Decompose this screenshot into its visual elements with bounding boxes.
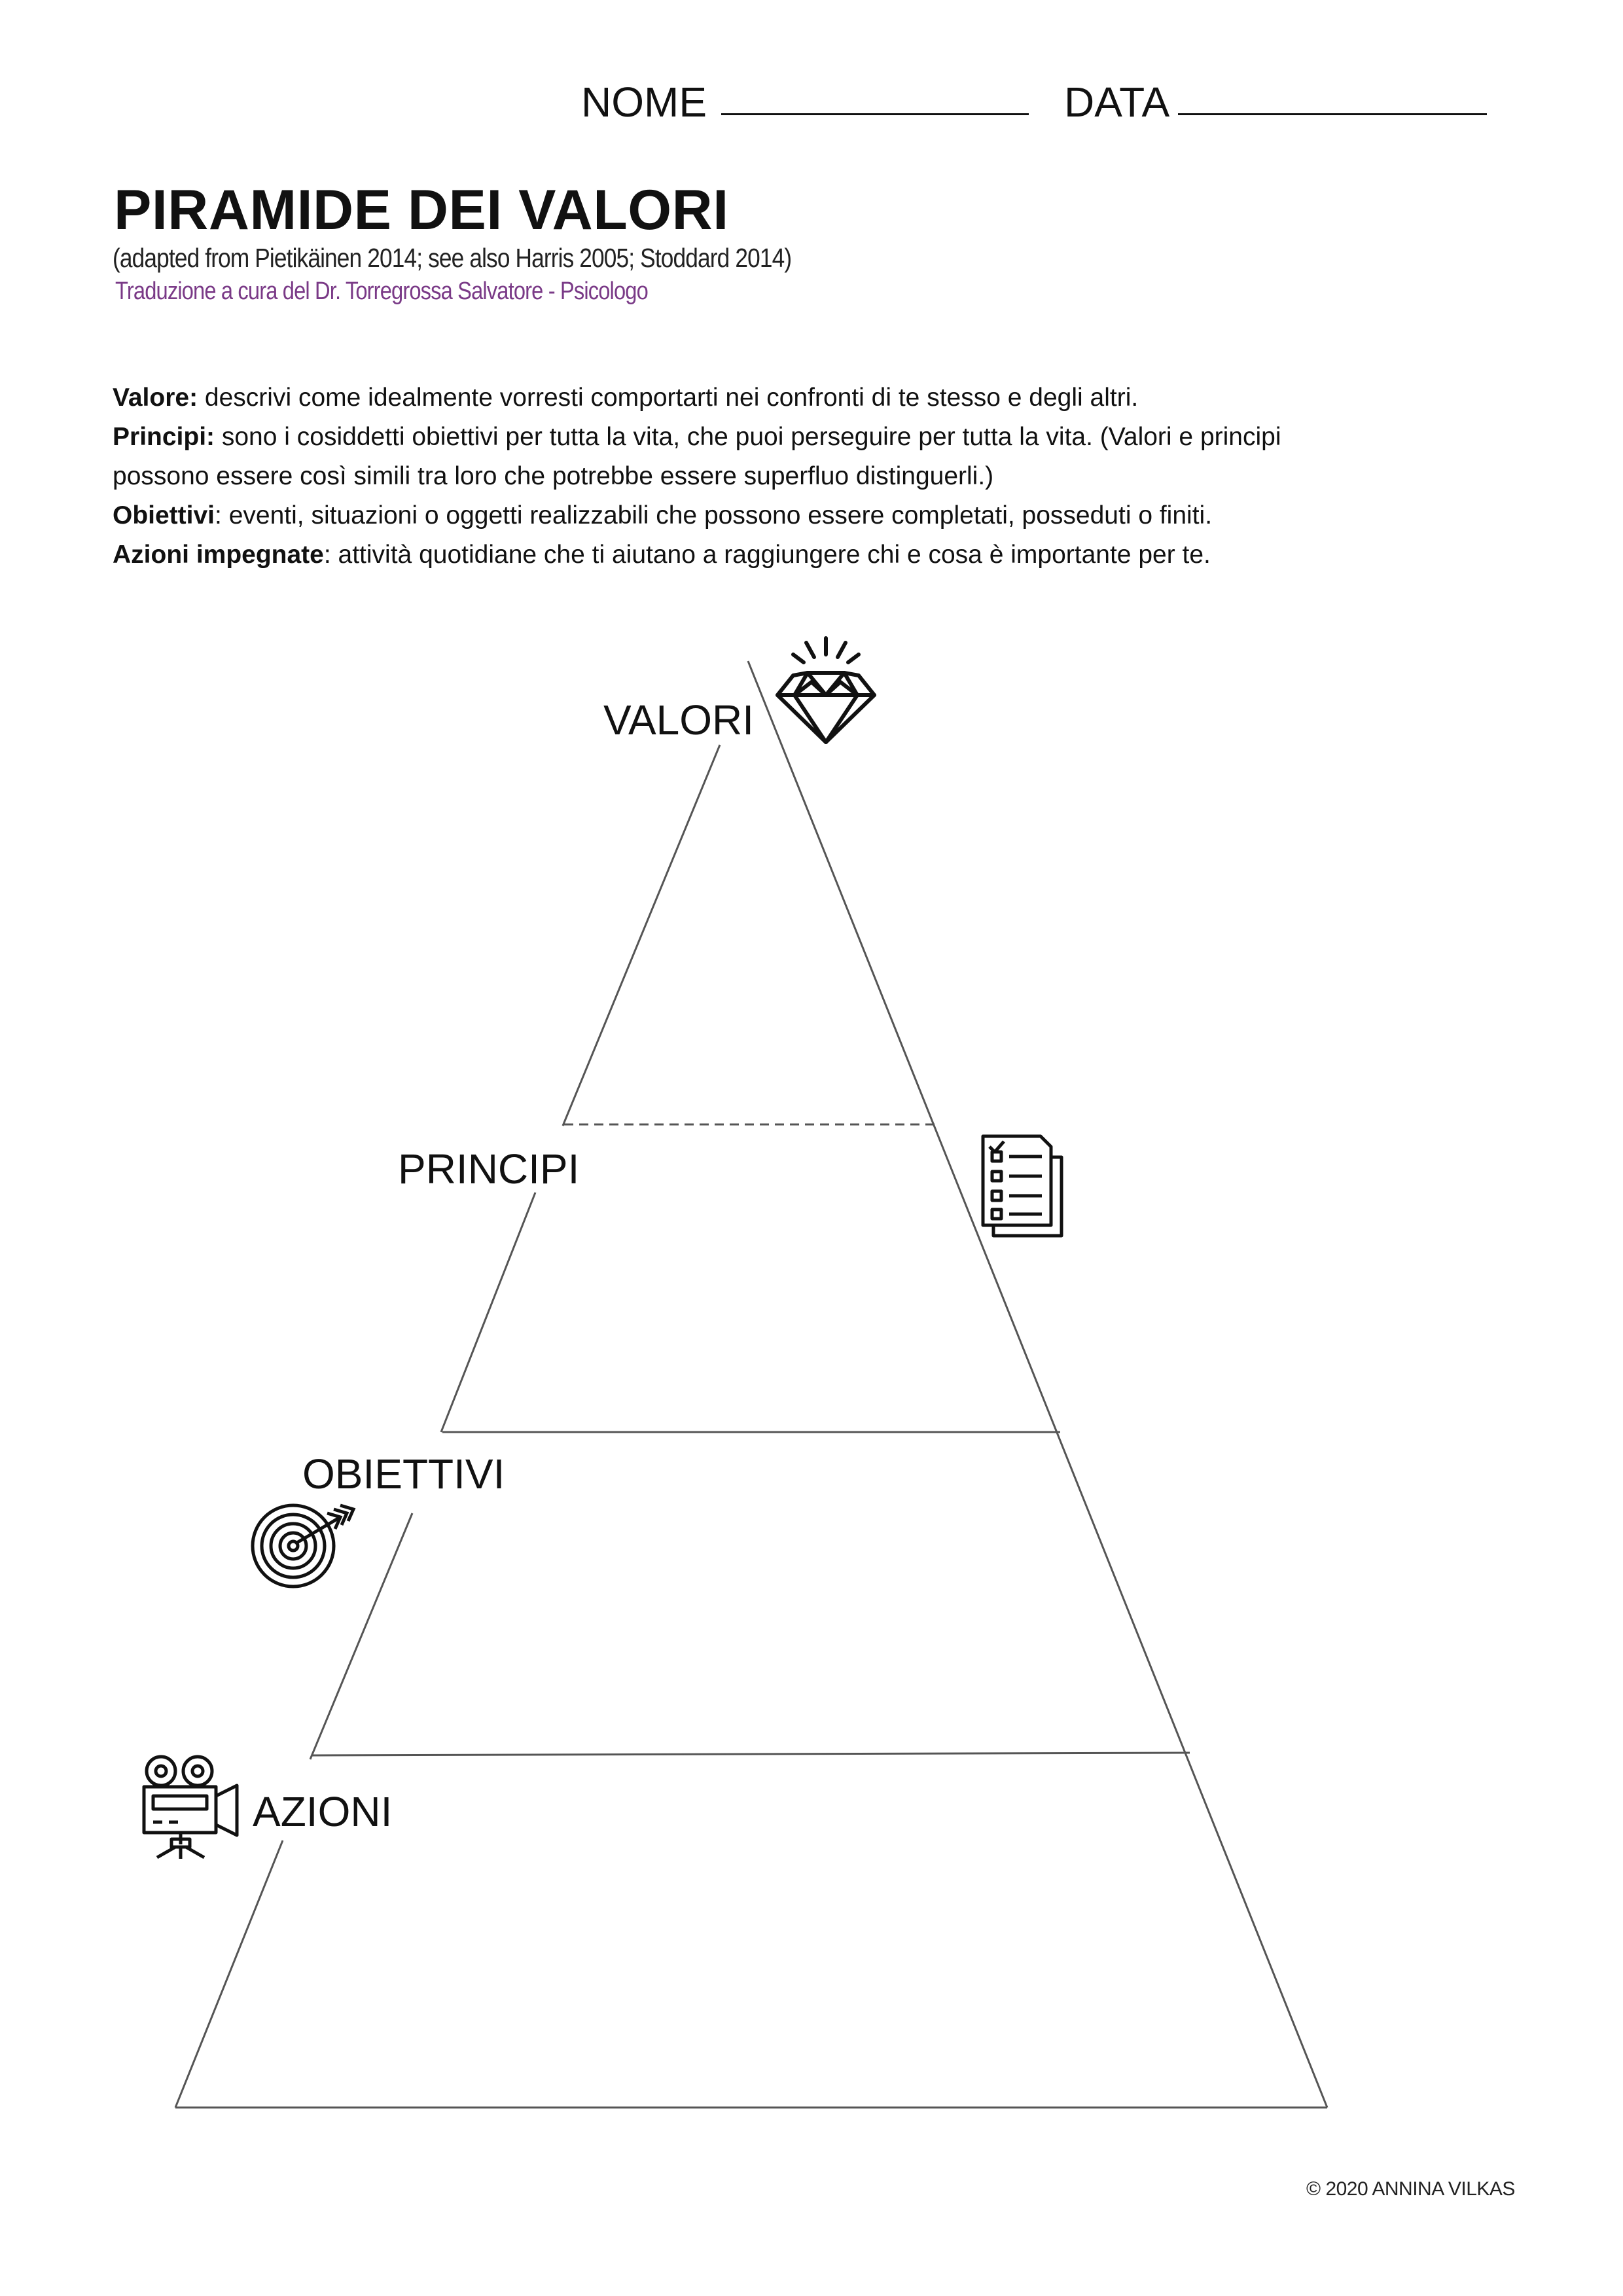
level-label-valori: VALORI	[603, 696, 754, 744]
divider-obiettivi-azioni	[312, 1753, 1190, 1755]
definition-text: sono i cosiddetti obiettivi per tutta la vita, che puoi perseguire per tutta la vita. (Valori e principi	[215, 423, 1281, 451]
date-label: DATA	[1064, 79, 1170, 126]
definition-term: Principi:	[113, 423, 215, 451]
level-label-principi: PRINCIPI	[398, 1145, 580, 1193]
translation-credit: Traduzione a cura del Dr. Torregrossa Salvatore - Psicologo	[115, 278, 648, 305]
level-label-azioni: AZIONI	[253, 1788, 393, 1835]
definition-text: : attività quotidiane che ti aiutano a raggiungere chi e cosa è importante per te.	[323, 541, 1211, 569]
definition-term: Obiettivi	[113, 501, 215, 529]
pyramid-left-edge-top	[563, 745, 720, 1126]
level-label-obiettivi: OBIETTIVI	[302, 1450, 505, 1498]
movie-camera-icon	[144, 1757, 237, 1859]
pyramid-outline	[175, 661, 1327, 2108]
copyright: © 2020 ANNINA VILKAS	[1306, 2178, 1515, 2200]
definition-term: Azioni impegnate	[113, 541, 324, 569]
definition-text: possono essere così simili tra loro che potrebbe essere superfluo distinguerli.)	[113, 462, 994, 490]
name-label: NOME	[581, 79, 707, 126]
pyramid-left-edge-bottom	[175, 1840, 283, 2108]
checklist-icon	[983, 1136, 1061, 1236]
pyramid-right-edge	[748, 661, 1327, 2108]
page-title: PIRAMIDE DEI VALORI	[114, 179, 729, 242]
definition-term: Valore:	[113, 384, 198, 412]
target-icon	[253, 1505, 353, 1587]
source-citation: (adapted from Pietikäinen 2014; see also Harris 2005; Stoddard 2014)	[113, 243, 792, 273]
pyramid-left-edge-upper	[441, 1193, 535, 1432]
definition-text: descrivi come idealmente vorresti comportarti nei confronti di te stesso e degli altri.	[198, 384, 1139, 412]
diamond-icon	[777, 638, 874, 742]
definition-text: : eventi, situazioni o oggetti realizzabili che possono essere completati, posseduti o finiti.	[215, 501, 1213, 529]
